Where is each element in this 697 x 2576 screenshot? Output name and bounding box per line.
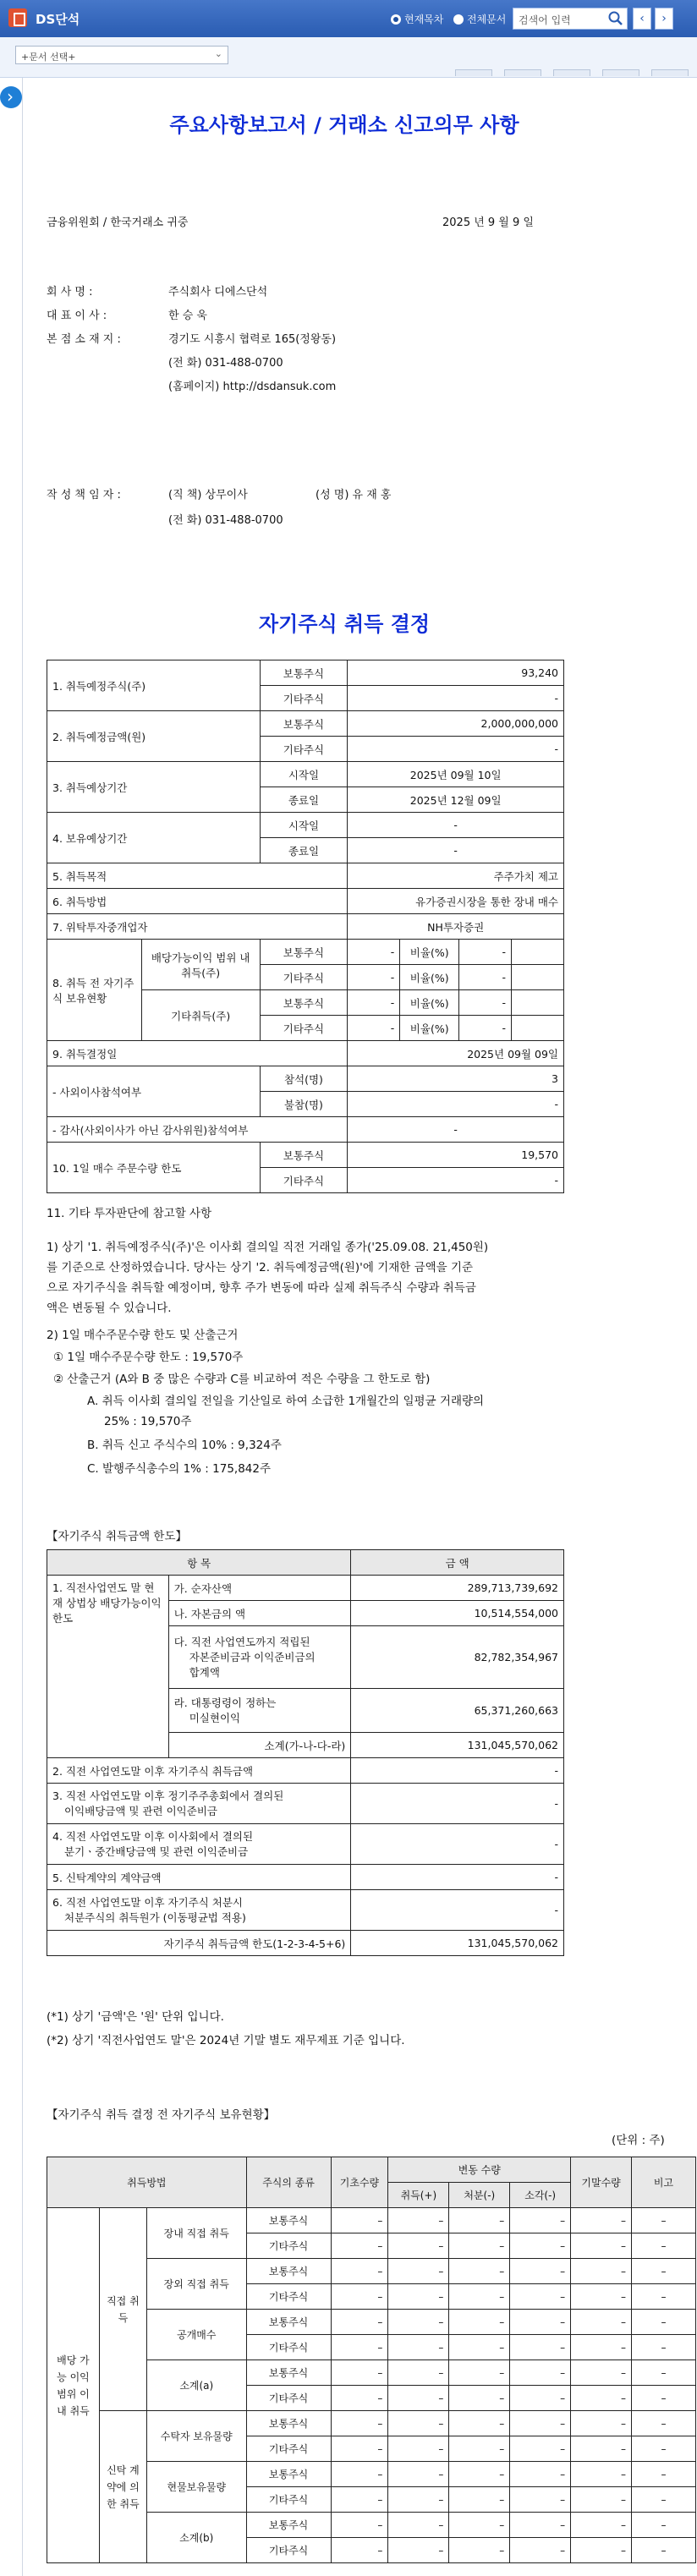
table-cell: –	[331, 2538, 388, 2563]
table-cell: 5. 신탁계약의 계약금액	[47, 1865, 351, 1890]
top-toolbar	[0, 0, 697, 37]
table-cell: 처분(-)	[449, 2183, 510, 2208]
table-cell: 기타주식	[246, 2233, 331, 2259]
table-row	[47, 1890, 564, 1931]
table-cell: –	[331, 2436, 388, 2462]
table-row	[47, 813, 564, 838]
toolbar-tab[interactable]	[651, 69, 689, 76]
table-cell: 장내 직접 취득	[146, 2208, 246, 2259]
table-cell: 2. 취득예정금액(원)	[47, 711, 261, 762]
table-cell: –	[388, 2259, 449, 2284]
table-cell: 기타주식	[260, 737, 348, 762]
table-row	[47, 889, 564, 914]
table-cell: 6. 취득방법	[47, 889, 348, 914]
author-label: 작 성 책 임 자 :	[47, 489, 121, 501]
table-cell: 유가증권시장을 통한 장내 매수	[348, 889, 564, 914]
table-cell: 항 목	[47, 1550, 351, 1576]
table-cell: –	[388, 2233, 449, 2259]
table-cell: 보통주식	[246, 2208, 331, 2233]
table-cell: –	[510, 2208, 571, 2233]
table-cell: 3	[348, 1066, 564, 1092]
table-cell: 취득(+)	[388, 2183, 449, 2208]
address: 경기도 시흥시 협력로 165(정왕동)	[168, 333, 337, 346]
table-cell: –	[632, 2310, 696, 2335]
table-cell: –	[510, 2411, 571, 2436]
toolbar-tab[interactable]	[504, 69, 541, 76]
table-cell: 6. 직전 사업연도말 이후 자기주식 처분시 처분주식의 취득원가 (이동평균법 적용)	[47, 1890, 351, 1931]
table-cell: 공개매수	[146, 2310, 246, 2360]
table-cell: –	[510, 2259, 571, 2284]
notes-item: ② 산출근거 (A와 B 중 많은 수량과 C를 비교하여 적은 수량을 그 한도로 함)	[53, 1373, 431, 1386]
table-cell: –	[571, 2284, 632, 2310]
table-cell: –	[331, 2284, 388, 2310]
table-cell: 기초수량	[331, 2157, 388, 2208]
table-cell: –	[331, 2411, 388, 2436]
author-name: (성 명) 유 재 홍	[316, 489, 392, 501]
table-cell: 라. 대통령령이 정하는 미실현이익	[168, 1689, 351, 1733]
table-cell: 종료일	[260, 787, 348, 813]
table-row	[47, 1931, 564, 1956]
table-cell: 보통주식	[246, 2513, 331, 2538]
table-row	[47, 1117, 564, 1143]
table-cell: 신탁 계약에 의한 취득	[99, 2411, 146, 2563]
table-cell: –	[571, 2436, 632, 2462]
table-cell: –	[388, 2335, 449, 2360]
table-cell: –	[449, 2462, 510, 2487]
table-cell: - 사외이사참석여부	[47, 1066, 261, 1117]
next-result-button[interactable]: ›	[655, 8, 673, 30]
table-cell: –	[510, 2487, 571, 2513]
table-cell: –	[632, 2284, 696, 2310]
table-cell: 3. 취득예상기간	[47, 762, 261, 813]
table-cell: –	[632, 2411, 696, 2436]
table-cell: 비율(%)	[400, 990, 459, 1016]
table-cell: 8. 취득 전 자기주식 보유현황	[47, 940, 142, 1041]
table-cell: 289,713,739,692	[351, 1576, 564, 1601]
table-cell: 배당가능이익 범위 내 취득(주)	[141, 940, 260, 990]
table-cell: 1. 직전사업연도 말 현재 상법상 배당가능이익 한도	[47, 1576, 169, 1758]
table-cell: –	[571, 2233, 632, 2259]
toolbar-tab[interactable]	[455, 69, 492, 76]
table-row	[47, 914, 564, 940]
table-cell: –	[632, 2360, 696, 2386]
table-cell: –	[632, 2513, 696, 2538]
table-cell: 보통주식	[260, 660, 348, 686]
decision-table	[47, 660, 564, 1193]
ceo-label: 대 표 이 사 :	[47, 310, 107, 322]
radio-checked-icon	[391, 14, 401, 25]
table-cell: –	[571, 2208, 632, 2233]
table-cell: 2025년 09월 10일	[348, 762, 564, 787]
table-row	[47, 660, 564, 686]
table-cell: –	[571, 2462, 632, 2487]
table-cell: 2025년 12월 09일	[348, 787, 564, 813]
table-cell: -	[348, 1092, 564, 1117]
table-cell: 나. 자본금의 액	[168, 1601, 351, 1626]
table-cell: –	[331, 2513, 388, 2538]
document-body	[22, 78, 697, 2576]
table-cell: -	[348, 940, 400, 965]
table-cell: 참석(명)	[260, 1066, 348, 1092]
table-cell: 수탁자 보유물량	[146, 2411, 246, 2462]
report-date: 2025 년 9 월 9 일	[442, 216, 534, 229]
table-cell: –	[632, 2487, 696, 2513]
table-cell: –	[449, 2284, 510, 2310]
table-cell: –	[510, 2436, 571, 2462]
search-input[interactable]: 검색어 입력	[513, 8, 628, 30]
table-cell: –	[331, 2335, 388, 2360]
radio-unchecked-icon	[453, 14, 464, 25]
table-row	[47, 863, 564, 889]
table-cell: 기타주식	[260, 1016, 348, 1041]
table-cell: –	[632, 2259, 696, 2284]
table-cell: 기타주식	[246, 2487, 331, 2513]
notes-item: B. 취득 신고 주식수의 10% : 9,324주	[87, 1439, 282, 1452]
table-cell: 기타주식	[246, 2335, 331, 2360]
table-cell: –	[632, 2538, 696, 2563]
notes-paragraph: 액은 변동될 수 있습니다.	[47, 1302, 172, 1315]
table-row	[47, 2411, 696, 2436]
table-cell: –	[632, 2436, 696, 2462]
table-row	[47, 1041, 564, 1066]
table-cell: 보통주식	[246, 2310, 331, 2335]
table-cell: –	[571, 2487, 632, 2513]
table-cell: 종료일	[260, 838, 348, 863]
table-cell: –	[510, 2386, 571, 2411]
table-cell: –	[388, 2310, 449, 2335]
table-cell: -	[348, 1117, 564, 1143]
limit-note: (*2) 상기 '직전사업연도 말'은 2024년 기말 별도 재무제표 기준 입니다.	[47, 2034, 405, 2047]
table-cell: –	[510, 2233, 571, 2259]
toolbar-tab[interactable]	[553, 69, 590, 76]
table-cell: 기타취득(주)	[141, 990, 260, 1041]
table-cell: –	[388, 2208, 449, 2233]
document-select[interactable]: +문서 선택+ ⌄	[15, 46, 228, 64]
company-phone: (전 화) 031-488-0700	[168, 357, 283, 370]
author-phone: (전 화) 031-488-0700	[168, 514, 283, 527]
table-row	[47, 1758, 564, 1784]
table-cell: 비율(%)	[400, 1016, 459, 1041]
notes-heading: 11. 기타 투자판단에 참고할 사항	[47, 1207, 212, 1220]
table-cell: 장외 직접 취득	[146, 2259, 246, 2310]
table-cell: 기말수량	[571, 2157, 632, 2208]
search-icon[interactable]	[607, 10, 624, 27]
table-cell: NH투자증권	[348, 914, 564, 940]
notes-item: 2) 1일 매수주문수량 한도 및 산출근거	[47, 1329, 239, 1342]
table-cell: 1. 취득예정주식(주)	[47, 660, 261, 711]
table-cell: 기타주식	[260, 1168, 348, 1193]
table-cell: 기타주식	[246, 2436, 331, 2462]
chevron-down-icon: ⌄	[214, 48, 222, 59]
table-cell: –	[632, 2233, 696, 2259]
table-cell: -	[459, 1016, 512, 1041]
table-cell: -	[348, 1016, 400, 1041]
table-cell: 소계(b)	[146, 2513, 246, 2563]
table-cell: –	[331, 2487, 388, 2513]
limit-table	[47, 1549, 564, 1956]
table-cell: -	[348, 686, 564, 711]
table-cell: 보통주식	[246, 2411, 331, 2436]
table-cell: 10,514,554,000	[351, 1601, 564, 1626]
table-cell: –	[632, 2462, 696, 2487]
table-cell: –	[510, 2538, 571, 2563]
table-cell: 직접 취득	[99, 2208, 146, 2411]
table-cell: 금 액	[351, 1550, 564, 1576]
notes-item: C. 발행주식총수의 1% : 175,842주	[87, 1462, 272, 1476]
table-cell: 보통주식	[246, 2462, 331, 2487]
table-cell: 기타주식	[246, 2386, 331, 2411]
table-cell: 다. 직전 사업연도까지 적립된 자본준비금과 이익준비금의 합계액	[168, 1626, 351, 1689]
table-cell: –	[449, 2538, 510, 2563]
table-cell: –	[449, 2411, 510, 2436]
table-row	[47, 1865, 564, 1890]
table-cell: - 감사(사외이사가 아닌 감사위원)참석여부	[47, 1117, 348, 1143]
author-title: (직 책) 상무이사	[168, 489, 248, 501]
limit-note: (*1) 상기 '금액'은 '원' 단위 입니다.	[47, 2010, 224, 2024]
holdings-table	[47, 2157, 696, 2563]
table-cell: –	[388, 2284, 449, 2310]
table-cell: 기타주식	[260, 965, 348, 990]
table-cell: -	[459, 940, 512, 965]
document-title: 주요사항보고서 / 거래소 신고의무 사항	[169, 113, 519, 137]
table-row	[47, 940, 564, 965]
table-cell: –	[571, 2386, 632, 2411]
table-cell: –	[388, 2513, 449, 2538]
app-title: DS단석	[36, 12, 80, 27]
table-cell: 현물보유물량	[146, 2462, 246, 2513]
table-cell: –	[449, 2487, 510, 2513]
table-cell: 2025년 09월 09일	[348, 1041, 564, 1066]
table-cell: –	[388, 2538, 449, 2563]
table-cell: –	[510, 2310, 571, 2335]
table-cell: -	[459, 965, 512, 990]
table-cell: -	[351, 1784, 564, 1824]
notes-paragraph: 를 기준으로 산정하였습니다. 당사는 상기 '2. 취득예정금액(원)'에 기재한 금액을 기준	[47, 1261, 474, 1274]
table-cell: –	[449, 2335, 510, 2360]
address-label: 본 점 소 재 지 :	[47, 333, 121, 346]
toolbar-tab[interactable]	[602, 69, 639, 76]
table-cell: 7. 위탁투자중개업자	[47, 914, 348, 940]
recipient: 금융위원회 / 한국거래소 귀중	[47, 216, 189, 229]
table-cell: –	[571, 2310, 632, 2335]
table-row	[47, 1066, 564, 1092]
table-cell: –	[449, 2386, 510, 2411]
decision-title: 자기주식 취득 결정	[258, 612, 431, 636]
table-cell: 82,782,354,967	[351, 1626, 564, 1689]
table-cell: 보통주식	[260, 711, 348, 737]
holdings-unit: (단위 : 주)	[612, 2134, 665, 2147]
table-cell: -	[348, 990, 400, 1016]
table-cell: -	[348, 737, 564, 762]
prev-result-button[interactable]: ‹	[633, 8, 651, 30]
ceo-name: 한 승 욱	[168, 310, 207, 322]
table-cell: –	[449, 2259, 510, 2284]
table-cell: 가. 순자산액	[168, 1576, 351, 1601]
table-cell	[512, 990, 564, 1016]
table-cell: 보통주식	[260, 1143, 348, 1168]
table-cell: 보통주식	[260, 940, 348, 965]
notes-item: 25% : 19,570주	[104, 1415, 192, 1428]
table-cell: –	[571, 2335, 632, 2360]
table-cell: 4. 보유예상기간	[47, 813, 261, 863]
table-cell: -	[348, 1168, 564, 1193]
table-cell	[512, 1016, 564, 1041]
notes-item: A. 취득 이사회 결의일 전일을 기산일로 하여 소급한 1개월간의 일평균 거래량의	[87, 1395, 485, 1408]
sidebar-toggle-button[interactable]	[0, 86, 22, 108]
table-row	[47, 762, 564, 787]
notes-item: ① 1일 매수주문수량 한도 : 19,570주	[53, 1351, 244, 1364]
table-cell: -	[351, 1824, 564, 1865]
table-cell	[512, 940, 564, 965]
table-cell: -	[351, 1865, 564, 1890]
table-cell: –	[331, 2208, 388, 2233]
table-cell: –	[388, 2386, 449, 2411]
table-cell: –	[331, 2462, 388, 2487]
company-name-label: 회 사 명 :	[47, 286, 93, 299]
table-cell: 보통주식	[260, 990, 348, 1016]
table-cell: 소계(가-나-다-라)	[168, 1733, 351, 1758]
table-cell: –	[510, 2360, 571, 2386]
notes-paragraph: 1) 상기 '1. 취득예정주식(주)'은 이사회 결의일 직전 거래일 종가('25.09.08. 21,450원)	[47, 1241, 489, 1254]
holdings-section-title: 【자기주식 취득 결정 전 자기주식 보유현황】	[47, 2108, 276, 2122]
table-cell: –	[388, 2462, 449, 2487]
table-cell: –	[571, 2538, 632, 2563]
table-cell: –	[571, 2360, 632, 2386]
table-cell: 비율(%)	[400, 940, 459, 965]
table-cell: -	[459, 990, 512, 1016]
table-row	[47, 2157, 696, 2183]
table-cell: 19,570	[348, 1143, 564, 1168]
table-cell: 기타주식	[260, 686, 348, 711]
radio-all-document[interactable]: 전체문서	[453, 12, 506, 26]
table-cell: –	[510, 2284, 571, 2310]
company-homepage: (홈페이지) http://dsdansuk.com	[168, 381, 337, 393]
table-cell: 주주가치 제고	[348, 863, 564, 889]
table-cell: 주식의 종류	[246, 2157, 331, 2208]
table-cell: -	[348, 813, 564, 838]
table-cell	[512, 965, 564, 990]
table-cell: –	[449, 2310, 510, 2335]
table-cell: –	[331, 2259, 388, 2284]
table-cell: –	[449, 2233, 510, 2259]
table-cell: –	[331, 2233, 388, 2259]
app-logo-icon	[8, 8, 27, 27]
table-cell: 4. 직전 사업연도말 이후 이사회에서 결의된 분기ㆍ중간배당금액 및 관련 이익준비금	[47, 1824, 351, 1865]
table-cell: –	[449, 2513, 510, 2538]
table-cell: 5. 취득목적	[47, 863, 348, 889]
table-cell: 시작일	[260, 762, 348, 787]
table-cell: -	[351, 1758, 564, 1784]
table-cell: 비고	[632, 2157, 696, 2208]
table-cell: 비율(%)	[400, 965, 459, 990]
table-cell: –	[449, 2360, 510, 2386]
table-cell: 기타주식	[246, 2538, 331, 2563]
table-cell: 131,045,570,062	[351, 1733, 564, 1758]
table-cell: 불참(명)	[260, 1092, 348, 1117]
radio-current-section[interactable]: 현재목차	[391, 12, 443, 26]
limit-section-title: 【자기주식 취득금액 한도】	[47, 1530, 187, 1543]
table-cell: –	[331, 2310, 388, 2335]
notes-paragraph: 으로 자기주식을 취득할 예정이며, 향후 주가 변동에 따라 실제 취득주식 수량과 취득금	[47, 1281, 476, 1295]
table-cell: 소계(a)	[146, 2360, 246, 2411]
table-cell: 보통주식	[246, 2259, 331, 2284]
table-cell: –	[331, 2360, 388, 2386]
table-cell: 시작일	[260, 813, 348, 838]
table-cell: 자기주식 취득금액 한도(1-2-3-4-5+6)	[47, 1931, 351, 1956]
table-cell: –	[510, 2513, 571, 2538]
table-cell: 2. 직전 사업연도말 이후 자기주식 취득금액	[47, 1758, 351, 1784]
table-cell: –	[571, 2513, 632, 2538]
table-cell: 취득방법	[47, 2157, 247, 2208]
table-cell: –	[510, 2462, 571, 2487]
table-cell: 9. 취득결정일	[47, 1041, 348, 1066]
table-cell: 2,000,000,000	[348, 711, 564, 737]
table-cell: –	[388, 2487, 449, 2513]
table-cell: –	[632, 2208, 696, 2233]
table-cell: 보통주식	[246, 2360, 331, 2386]
company-name: 주식회사 디에스단석	[168, 286, 268, 299]
table-cell: -	[348, 838, 564, 863]
table-cell: 3. 직전 사업연도말 이후 정기주주총회에서 결의된 이익배당금액 및 관련 이익준비금	[47, 1784, 351, 1824]
table-cell: 65,371,260,663	[351, 1689, 564, 1733]
table-row	[47, 1143, 564, 1168]
table-cell: –	[388, 2411, 449, 2436]
table-row	[47, 711, 564, 737]
table-cell: –	[388, 2436, 449, 2462]
table-cell: –	[571, 2411, 632, 2436]
table-cell: –	[388, 2360, 449, 2386]
table-cell: 10. 1일 매수 주문수량 한도	[47, 1143, 261, 1193]
table-cell: –	[510, 2335, 571, 2360]
table-row	[47, 1824, 564, 1865]
table-cell: –	[449, 2436, 510, 2462]
table-cell: –	[571, 2259, 632, 2284]
table-row	[47, 1550, 564, 1576]
table-cell: –	[331, 2386, 388, 2411]
table-row	[47, 1576, 564, 1601]
table-cell: 기타주식	[246, 2284, 331, 2310]
table-cell: 93,240	[348, 660, 564, 686]
table-row	[47, 1784, 564, 1824]
table-cell: –	[449, 2208, 510, 2233]
table-cell: 소각(-)	[510, 2183, 571, 2208]
table-cell: 배당 가능 이익 범위 이내 취득	[47, 2208, 100, 2563]
table-cell: -	[351, 1890, 564, 1931]
table-row	[47, 2208, 696, 2233]
table-cell: -	[348, 965, 400, 990]
table-cell: 변동 수량	[388, 2157, 571, 2183]
table-cell: 131,045,570,062	[351, 1931, 564, 1956]
table-cell: –	[632, 2335, 696, 2360]
document-select-bar	[0, 37, 697, 78]
table-cell: –	[632, 2386, 696, 2411]
